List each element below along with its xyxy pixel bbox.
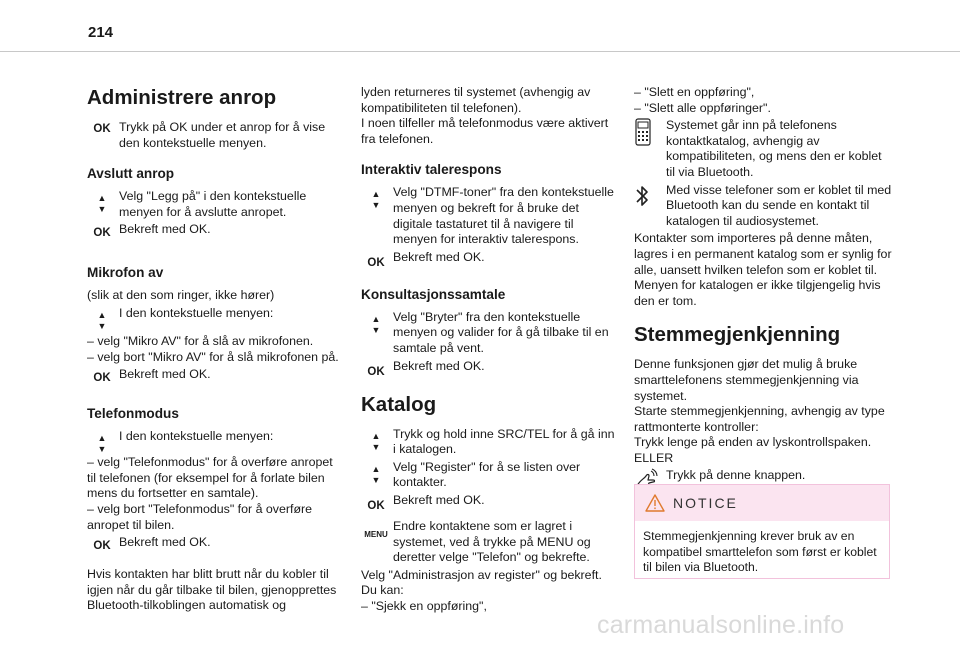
watermark: carmanualsonline.info: [597, 611, 845, 639]
paragraph: Starte stemmegjenkjenning, avhengig av type rattmonterte kontroller:: [634, 404, 885, 434]
instruction-row: [87, 535, 343, 555]
paragraph: ELLER: [634, 450, 674, 465]
instruction-row: [361, 310, 617, 357]
section-title-avslutt-anrop: Avslutt anrop: [87, 166, 175, 182]
step-text: Velg "Legg på" i den kontekstuelle menyen for å avslutte anropet.: [119, 189, 307, 219]
instruction-row: [87, 429, 343, 455]
note-text: (slik at den som ringer, ikke hører): [87, 288, 275, 303]
ok-icon: OK: [93, 540, 111, 553]
step-text: Systemet går inn på telefonens kontaktkatalog, avhengig av kompatibiliteten, og mens den er koblet til via Bluetooth.: [666, 118, 882, 179]
notice-title: NOTICE: [673, 495, 738, 511]
list-item: – velg bort "Mikro AV" for å slå mikrofonen på.: [87, 349, 339, 364]
section-title-konsultasjonssamtale: Konsultasjonssamtale: [361, 286, 506, 302]
instruction-row: [87, 305, 343, 331]
list-item: – velg bort "Telefonmodus" for å overføre anropet til bilen.: [87, 501, 313, 532]
list-item: – "Slett alle oppføringer".: [634, 100, 771, 115]
step-text: Trykk på denne knappen.: [666, 468, 806, 483]
up-down-arrows-icon: ▲ ▼: [371, 430, 381, 452]
section-title-telefonmodus: Telefonmodus: [87, 406, 179, 422]
instruction-row: [87, 120, 343, 151]
step-text: Velg "DTMF-toner" fra den kontekstuelle menyen og bekreft for å bruke det digitale tastaturet til å navigere til menyen for interaktiv talerespons.: [393, 185, 614, 247]
step-text: Bekreft med OK.: [393, 249, 485, 264]
warning-icon: [645, 494, 665, 512]
paragraph: Du kan:: [361, 583, 404, 598]
list-item: – velg "Telefonmodus" for å overføre anropet til telefonen (for eksempel for å forlate bilen mens du fortsetter en samtale).: [87, 455, 333, 501]
menu-icon: MENU: [364, 529, 388, 539]
step-text: Med visse telefoner som er koblet til med Bluetooth kan du sende en kontakt til katalogen til audiosystemet.: [666, 182, 892, 228]
step-text: Bekreft med OK.: [119, 222, 211, 237]
paragraph: Hvis kontakten har blitt brutt når du kobler til igjen når du går tilbake til bilen, gjenopprettes Bluetooth-tilkoblingen automatisk og: [87, 567, 337, 613]
section-title-mikrofon-av: Mikrofon av: [87, 265, 164, 281]
bluetooth-icon: [634, 183, 664, 209]
column-3: [634, 85, 892, 490]
instruction-row: [361, 519, 617, 566]
instruction-row: [634, 118, 892, 180]
instruction-row: [87, 222, 343, 242]
step-text: Bekreft med OK.: [119, 535, 211, 550]
instruction-row: [634, 183, 892, 230]
step-text: Bekreft med OK.: [393, 358, 485, 373]
step-text: Bekreft med OK.: [393, 492, 485, 507]
notice-header: [635, 485, 889, 521]
column-1: [87, 80, 343, 614]
ok-icon: OK: [367, 365, 385, 378]
section-title-katalog: Katalog: [361, 392, 437, 416]
paragraph: Kontakter som importeres på denne måten, lagres i en permanent katalog som er synlig for alle, uansett hvilken telefon som er koblet til.: [634, 231, 892, 277]
section-title-administrere-anrop: Administrere anrop: [87, 86, 277, 109]
paragraph: Menyen for katalogen er ikke tilgjengelig hvis den er tom.: [634, 278, 881, 308]
instruction-row: [361, 185, 617, 247]
section-title-stemmegjenkjenning: Stemmegjenkjenning: [634, 323, 841, 347]
paragraph: I noen tilfeller må telefonmodus være aktivert fra telefonen.: [361, 116, 609, 146]
notice-box: [634, 484, 890, 579]
list-item: – velg "Mikro AV" for å slå av mikrofonen.: [87, 333, 314, 348]
instruction-row: [87, 367, 343, 387]
ok-icon: OK: [93, 123, 111, 135]
step-text: Velg "Register" for å se listen over kontakter.: [393, 459, 581, 490]
intro-text: Trykk på OK under et anrop for å vise den kontekstuelle menyen.: [119, 120, 326, 150]
up-down-arrows-icon: ▲ ▼: [97, 193, 107, 215]
ok-icon: OK: [367, 256, 385, 269]
instruction-row: [361, 359, 617, 379]
section-title-interaktiv-talerespons: Interaktiv talerespons: [361, 162, 502, 178]
step-text: I den kontekstuelle menyen:: [119, 305, 274, 320]
ok-icon: OK: [93, 372, 111, 385]
list-item: – "Sjekk en oppføring",: [361, 598, 487, 613]
step-text: Endre kontaktene som er lagret i systemet, ved å trykke på MENU og deretter velge "Telefon" og bekrefte.: [393, 518, 591, 565]
page-number: 214: [88, 24, 114, 41]
step-text: I den kontekstuelle menyen:: [119, 429, 274, 444]
instruction-row: [87, 189, 343, 220]
up-down-arrows-icon: ▲ ▼: [371, 313, 381, 335]
paragraph: Trykk lenge på enden av lyskontrollspaken.: [634, 435, 872, 450]
up-down-arrows-icon: ▲ ▼: [371, 189, 381, 211]
step-text: Trykk og hold inne SRC/TEL for å gå inn i katalogen.: [393, 426, 615, 457]
ok-icon: OK: [367, 499, 385, 512]
paragraph: Denne funksjonen gjør det mulig å bruke smarttelefonens stemmegjenkjenning via systemet.: [634, 357, 859, 403]
up-down-arrows-icon: ▲ ▼: [371, 463, 381, 485]
header-rule: [0, 51, 960, 52]
column-2: [361, 85, 617, 614]
paragraph: Velg "Administrasjon av register" og bekreft.: [361, 567, 602, 582]
instruction-row: [361, 427, 617, 458]
paragraph: lyden returneres til systemet (avhengig av kompatibiliteten til telefonen).: [361, 85, 591, 115]
phone-directory-icon: [634, 118, 664, 146]
up-down-arrows-icon: ▲ ▼: [97, 309, 107, 331]
step-text: Bekreft med OK.: [119, 367, 211, 382]
list-item: – "Slett en oppføring",: [634, 85, 755, 99]
notice-body: Stemmegjenkjenning krever bruk av en kompatibel smarttelefon som først er koblet til bilen via Bluetooth.: [643, 529, 877, 575]
up-down-arrows-icon: ▲ ▼: [97, 433, 107, 455]
ok-icon: OK: [93, 227, 111, 240]
instruction-row: [361, 460, 617, 491]
instruction-row: [361, 250, 617, 270]
instruction-row: [361, 493, 617, 513]
step-text: Velg "Bryter" fra den kontekstuelle menyen og valider for å gå tilbake til en samtale på vent.: [393, 309, 609, 355]
